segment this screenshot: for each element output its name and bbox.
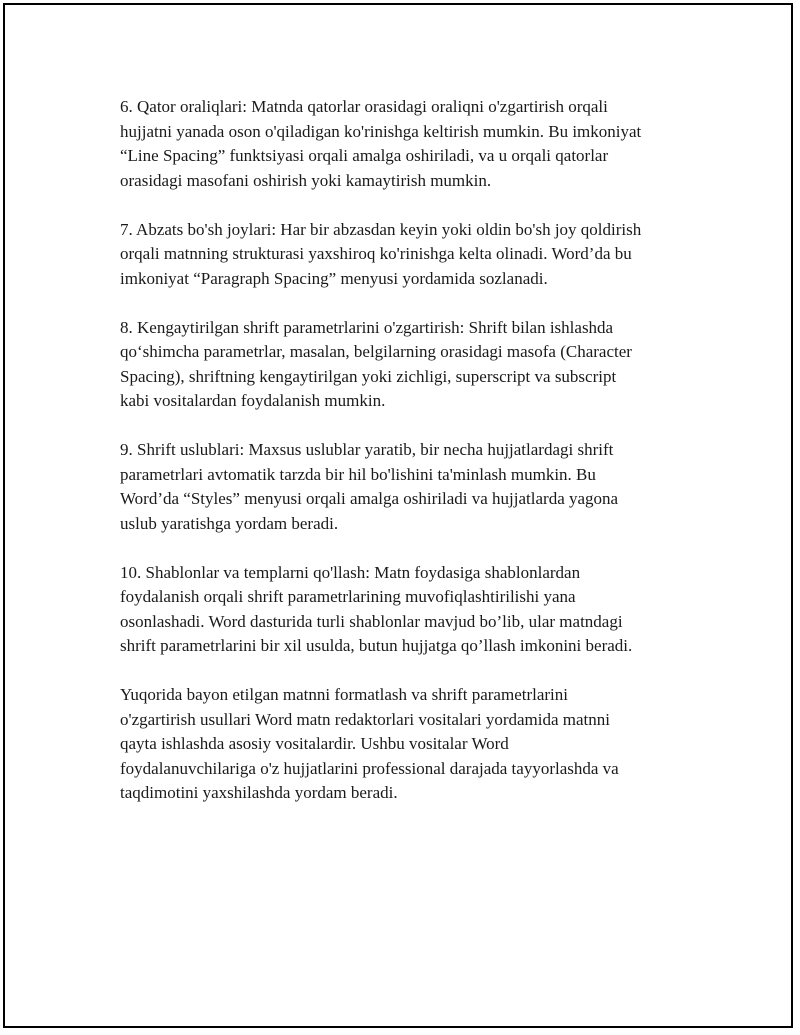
paragraph-line-spacing: 6. Qator oraliqlari: Matnda qatorlar orasidagi oraliqni o'zgartirish orqali hujjatni yanada oson o'qiladigan ko'rinishga keltirish mumkin. Bu imkoniyat “Line Spacing” funktsiyasi orqali amalga oshiriladi, va u orqali qatorlar orasidagi masofani oshirish yoki kamaytirish mumkin. xyxy=(120,97,642,190)
document-body xyxy=(120,95,695,830)
paragraph-character-spacing: 8. Kengaytirilgan shrift parametrlarini o'zgartirish: Shrift bilan ishlashda qo‘shimcha parametrlar, masalan, belgilarning orasidagi masofa (Character Spacing), shriftning kengaytirilgan yoki zichligi, superscript va subscript kabi vositalardan foydalanish mumkin. xyxy=(120,317,632,410)
document-page xyxy=(3,3,793,1028)
paragraph-conclusion: Yuqorida bayon etilgan matnni formatlash va shrift parametrlarini o'zgartirish usullari Word matn redaktorlari vositalari yordamida matnni qayta ishlashda asosiy vositalardir. Ushbu vositalar Word foydalanuvchilariga o'z hujjatlarini professional darajada tayyorlashda va taqdimotini yaxshilashda yordam beradi. xyxy=(120,685,619,802)
paragraph-spacing: 7. Abzats bo'sh joylari: Har bir abzasdan keyin yoki oldin bo'sh joy qoldirish orqali matnning strukturasi yaxshiroq ko'rinishga kelta olinadi. Word’da bu imkoniyat “Paragraph Spacing” menyusi yordamida sozlanadi. xyxy=(120,219,642,288)
paragraph-templates: 10. Shablonlar va templarni qo'llash: Matn foydasiga shablonlardan foydalanish orqali shrift parametrlarining muvofiqlashtirilishi yana osonlashadi. Word dasturida turli shablonlar mavjud bo’lib, ular matndagi shrift parametrlarini bir xil usulda, butun hujjatga qo’llash imkonini beradi. xyxy=(120,562,633,655)
paragraph-font-styles: 9. Shrift uslublari: Maxsus uslublar yaratib, bir necha hujjatlardagi shrift parametrlari avtomatik tarzda bir hil bo'lishini ta'minlash mumkin. Bu Word’da “Styles” menyusi orqali amalga oshiriladi va hujjatlarda yagona uslub yaratishga yordam beradi. xyxy=(120,440,619,533)
